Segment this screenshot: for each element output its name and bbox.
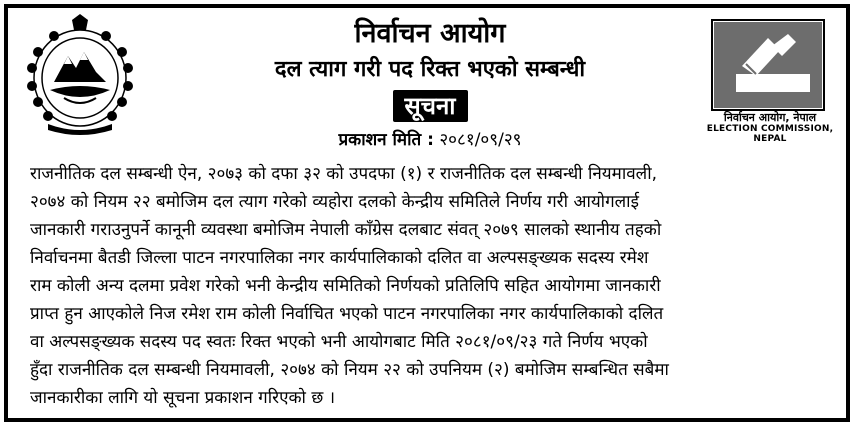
nepal-emblem-icon [20,12,140,140]
body-line: निर्वाचनमा बैतडी जिल्ला पाटन नगरपालिका नगर कार्यपालिकाको दलित वा अल्पसङ्ख्यक सदस्य रमेश [30,248,649,268]
page-subtitle: दल त्याग गरी पद रिक्त भएको सम्बन्धी [274,57,586,82]
body-line: २०७४ को नियम २२ बमोजिम दल त्याग गरेको व्यहोरा दलको केन्द्रीय समितिले निर्णय गरी आयोगलाई [30,192,639,212]
page-title: निर्वाचन आयोग [354,18,506,49]
ec-logo-caption-english: ELECTION COMMISSION, NEPAL [706,124,834,144]
body-line: वा अल्पसङ्ख्यक सदस्य पद स्वतः रिक्त भएको भनी आयोगबाट मिति २०८१/०९/२३ गते निर्णय भएको [30,332,648,352]
notice-body [30,160,830,412]
publication-date-row [160,128,700,152]
body-line: जानकारी गराउनुपर्ने कानूनी व्यवस्था बमोजिम नेपाली काँग्रेस दलबाट संवत् २०७९ सालको स्थानीय तहको [30,220,662,240]
publication-date-label: प्रकाशन मिति : [338,130,434,150]
body-line: प्राप्त हुन आएकोले निज रमेश राम कोली निर्वाचित भएको पाटन नगरपालिका नगर कार्यपालिकाको दलित [30,304,664,324]
notice-badge-wrap [160,90,700,122]
notice-badge: सूचना [393,90,468,122]
ec-logo-caption-nepali: निर्वाचन आयोग, नेपाल [723,111,817,124]
body-line: राम कोली अन्य दलमा प्रवेश गरेको भनी केन्द्रीय समितिको निर्णयको प्रतिलिपि सहित आयोगमा जानकारी [30,276,661,296]
election-commission-logo-icon [706,16,828,112]
body-line: जानकारीका लागि यो सूचना प्रकाशन गरिएको छ । [30,388,336,408]
body-line: हुँदा राजनीतिक दल सम्बन्धी नियमावली, २०७४ को नियम २२ को उपनियम (२) बमोजिम सम्बन्धित सबैमा [30,360,669,380]
body-line: राजनीतिक दल सम्बन्धी ऐन, २०७३ को दफा ३२ को उपदफा (१) र राजनीतिक दल सम्बन्धी नियमावली, [30,164,658,184]
publication-date-value: २०८१/०९/२९ [439,130,522,150]
